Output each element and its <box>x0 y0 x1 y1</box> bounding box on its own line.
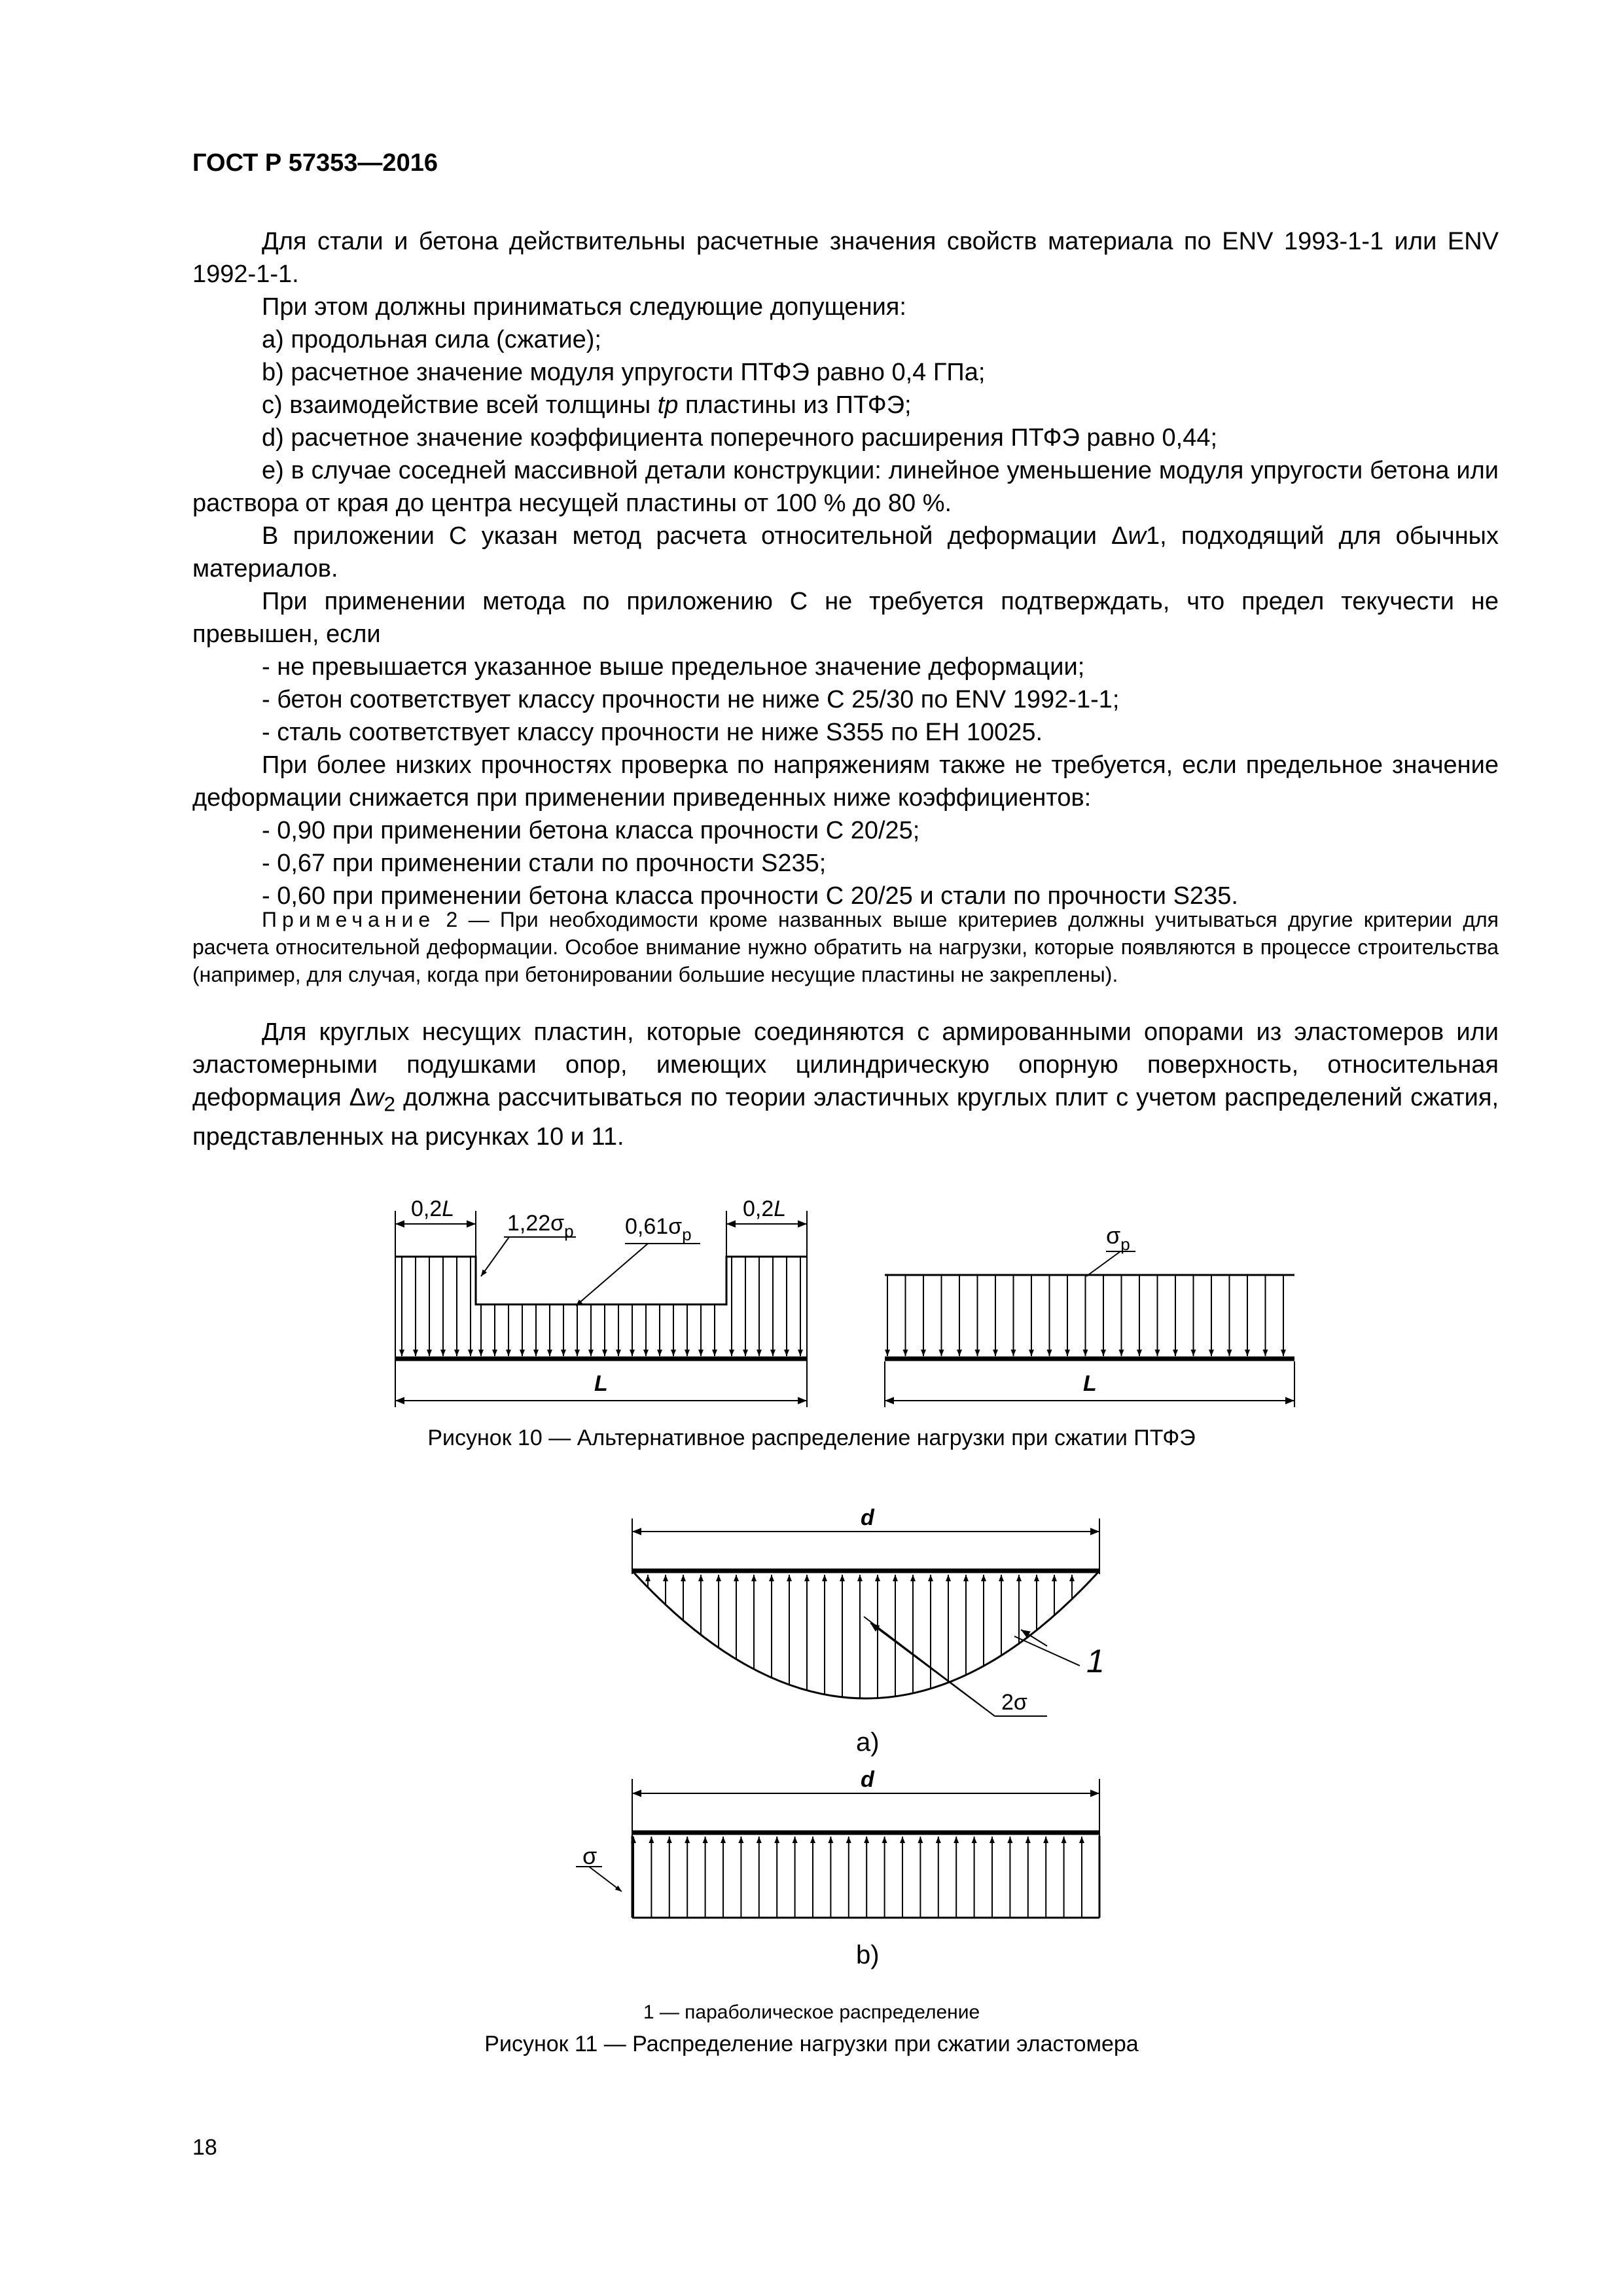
assumption-b: b) расчетное значение модуля упругости ПТФЭ равно 0,4 ГПа; <box>262 359 986 386</box>
figure11a-diagram <box>632 1518 1099 1716</box>
label-2sigma: 2σ <box>1001 1690 1027 1715</box>
figure10-right-arrows <box>887 1275 1283 1356</box>
paragraph-assumptions: При этом должны приниматься следующие допущения: <box>262 293 906 321</box>
figure11b-diagram <box>576 1779 1099 1918</box>
assumption-c: c) взаимодействие всей толщины tp пластины из ПТФЭ; <box>262 391 912 419</box>
condition-1: - не превышается указанное выше предельное значение деформации; <box>262 653 1085 681</box>
paragraph-appendix-c: В приложении С указан метод расчета относительной деформации Δw1, подходящий для обычных материалов. <box>192 522 1499 583</box>
paragraph-lower-strength: При более низких прочностях проверка по напряжениям также не требуется, если предельное значение деформации снижается при применении приведенных ниже коэффициентов: <box>192 751 1499 812</box>
label-122-sigma-p: $1,22\sigma_p$ <box>507 1211 574 1241</box>
paragraph-yield: При применении метода по приложению С не требуется подтверждать, что предел текучести не превышен, если <box>192 588 1499 648</box>
figure10-left-arrows <box>402 1257 800 1356</box>
label-sigma-p: $\sigma_p$ <box>1106 1222 1130 1254</box>
document-header: ГОСТ Р 57353—2016 <box>192 149 438 177</box>
label-L-right: L <box>1083 1371 1097 1396</box>
paragraph-materials: Для стали и бетона действительны расчетные значения свойств материала по ENV 1993-1-1 или ENV 1992-1-1. <box>192 228 1499 288</box>
label-d-b: d <box>861 1767 874 1792</box>
figure10-caption: Рисунок 10 — Альтернативное распределение нагрузки при сжатии ПТФЭ <box>427 1426 1196 1450</box>
assumption-e: e) в случае соседней массивной детали конструкции: линейное уменьшение модуля упругости бетона или раствора от края до центра несущей пластины от 100 % до 80 %. <box>192 457 1499 517</box>
label-sigma-b: σ <box>582 1842 597 1869</box>
condition-3: - сталь соответствует классу прочности не ниже S355 по ЕН 10025. <box>262 719 1043 746</box>
label-a: a) <box>856 1728 880 1757</box>
paragraph-circular-plates: Для круглых несущих пластин, которые соединяются с армированными опорами из эластомеров или эластомерными подушками опор, имеющих цилиндрическую опорную поверхность, относительная деформация $\Delta w_2$ должна рассчитываться по теории эластичных круглых плит с учетом распределений сжатия, представленных на рисунках 10 и 11. <box>192 1018 1499 1151</box>
note-label: Примечание <box>262 908 436 931</box>
label-d-a: d <box>861 1505 874 1530</box>
figure11-caption: Рисунок 11 — Распределение нагрузки при сжатии эластомера <box>484 2032 1139 2056</box>
assumption-a: a) продольная сила (сжатие); <box>262 326 601 353</box>
label-L-left: L <box>594 1371 608 1396</box>
figure11-legend: 1 — параболическое распределение <box>643 2001 980 2023</box>
label-1: 1 <box>1086 1643 1105 1679</box>
figure11a-arrows <box>648 1575 1072 1698</box>
assumption-d: d) расчетное значение коэффициента поперечного расширения ПТФЭ равно 0,44; <box>262 424 1218 452</box>
label-b: b) <box>856 1941 880 1969</box>
figure11b-arrows <box>633 1837 1082 1918</box>
page-number: 18 <box>192 2135 217 2160</box>
coefficient-3: - 0,60 при применении бетона класса прочности С 20/25 и стали по прочности S235. <box>262 882 1238 910</box>
note-text: 2 — При необходимости кроме названных выше критериев должны учитываться другие критерии для расчета относительной деформации. Особое внимание нужно обратить на нагрузки, которые появляются в процессе строительства (например, для случая, когда при бетонировании большие несущие пластины не закреплены). <box>192 908 1499 986</box>
label-061-sigma-p: $0,61\sigma_p$ <box>625 1214 692 1244</box>
label-02L-left: 0,2L <box>411 1196 455 1221</box>
coefficient-2: - 0,67 при применении стали по прочности S235; <box>262 850 827 877</box>
condition-2: - бетон соответствует классу прочности не ниже С 25/30 по ENV 1992-1-1; <box>262 686 1120 713</box>
coefficient-1: - 0,90 при применении бетона класса прочности С 20/25; <box>262 817 920 844</box>
label-02L-right: 0,2L <box>743 1196 787 1221</box>
